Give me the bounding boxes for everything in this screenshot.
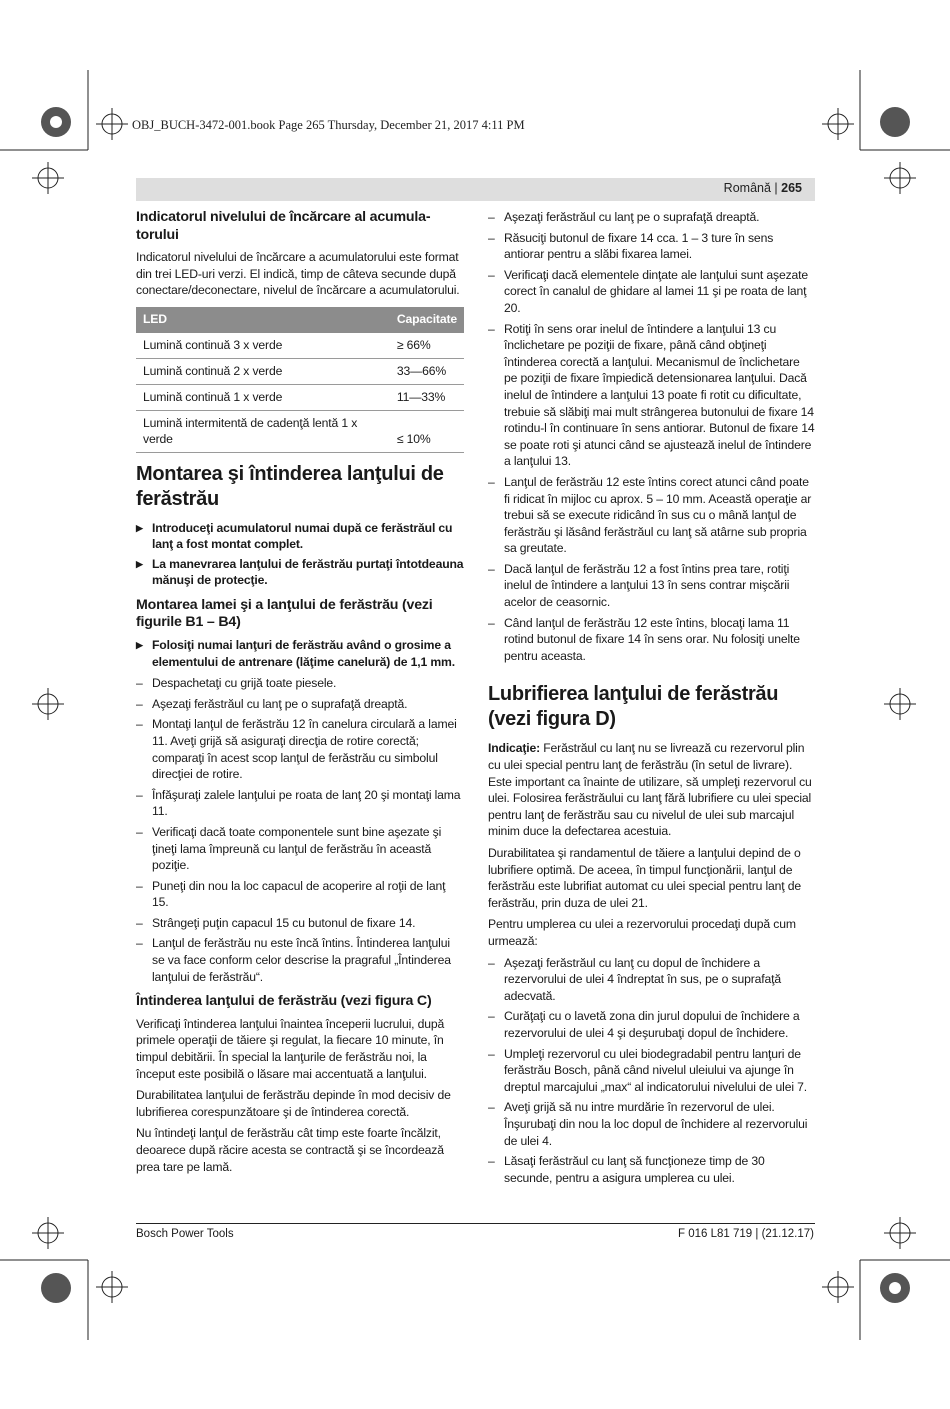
table-cell-capacity: 11—33% [390,384,464,410]
section-title-lubrication: Lubrifierea lanţului de ferăstrău (vezi figura D) [488,683,779,731]
header-separator: | [774,181,778,195]
page-number: 265 [781,181,802,195]
tensioning-steps [488,209,815,664]
table-row [136,410,464,452]
safety-warnings [136,520,464,589]
section-title-charge-indicator: Indicatorul nivelului de încărcare al acumula- torului [136,209,431,243]
right-column [488,209,815,1191]
left-column [136,209,464,1180]
paragraph: Durabilitatea lanţului de ferăstrău depinde în mod decisiv de lubrifierea corespunzătoare şi de întinderea corectă. [136,1088,451,1119]
table-row [136,333,464,359]
led-capacity-table [136,307,464,453]
list-item: – Înfăşuraţi zalele lanţului pe roata de lanţ 20 şi montaţi lama 11. [136,787,464,820]
list-item: – Aşezaţi ferăstrăul cu lanţ pe o suprafaţă dreaptă. [136,696,464,713]
table-cell-capacity: 33—66% [390,358,464,384]
warning-item: ▶ Folosiţi numai lanţuri de ferăstrău având o grosime a elementului de antrenare (lăţime canelură) de 1,1 mm. [136,637,464,670]
table-header-row [136,307,464,333]
list-item: – Puneţi din nou la loc capacul de acoperire al roţii de lanţ 15. [136,878,464,911]
warning-item: ▶ Introduceţi acumulatorul numai după ce ferăstrăul cu lanţ a fost montat complet. [136,520,464,553]
paragraph: Verificaţi întinderea lanţului înaintea începerii lucrului, după primele operaţii de tăiere şi regulat, la fiecare 10 minute, în timpul debitării. În special la lanţurile de ferăstrău noi, la început este posibilă o lăsare mai accentuată a lanţului. [136,1016,445,1081]
list-item: – Lăsaţi ferăstrăul cu lanţ să funcţioneze timp de 30 secunde, pentru a asigura umplerea cu ulei. [488,1153,815,1186]
chain-warning [136,637,464,670]
paragraph: Pentru umplerea cu ulei a rezervorului procedaţi după cum urmează: [488,917,796,948]
note-label: Indicaţie: [488,741,540,756]
page-header-band [136,178,815,201]
footer-rule [136,1223,815,1224]
list-item: – Rotiţi în sens orar inelul de întindere a lanţului 13 cu înclichetare pe poziţii de fixare, până când obţineţi întinderea corectă a lanţului. Mecanismul de înclichetare pe poziţii de fixare împiedică detensionarea lanţului. Dacă inelul de întindere a lanţului 13 poate fi rotit cu dificultate, trebuie să slăbiţi mai mult strângerea butonului de fixare 14 rotindu-l în continuare în sens antiorar. Butonul de fixare 14 se poate roti şi atunci când se ajustează inelul de întindere a lanţului 13. [488,321,815,470]
table-cell-led: Lumină continuă 2 x verde [136,358,390,384]
table-cell-led: Lumină intermitentă de cadenţă lentă 1 x verde [136,410,390,452]
warning-item: ▶ La manevrarea lanţului de ferăstrău purtaţi întotdeauna mănuşi de protecţie. [136,556,464,589]
table-header-led: LED [136,307,390,333]
list-item: – Lanţul de ferăstrău 12 este întins corect atunci când poate fi ridicat în mijloc cu aprox. 5 – 10 mm. Această operaţie ar trebui să se execute ridicând în sus cu o mână lanţul de ferăstrău şi lăsând ferăstrăul cu lanţ să atârne sub propria sa greutate. [488,474,815,557]
list-item: – Dacă lanţul de ferăstrău 12 a fost întins prea tare, rotiţi inelul de întindere a lanţului 13 în sens contrar mişcării acelor de ceasornic. [488,561,815,611]
table-cell-led: Lumină continuă 1 x verde [136,384,390,410]
charge-indicator-text: Indicatorul nivelului de încărcare a acumulatorului este format din trei LED-uri verzi. El indică, timp de câteva secunde după conectare/deconectare, nivelul de încărcare a acumulatorului. [136,250,460,298]
table-header-capacity: Capacitate [390,307,464,333]
list-item: – Când lanţul de ferăstrău 12 este întins, blocaţi lama 11 rotind butonul de fixare 14 în sens orar. Nu folosiţi unelte pentru aceasta. [488,615,815,665]
list-item: – Despachetaţi cu grijă toate piesele. [136,675,464,692]
list-item: – Aveţi grijă să nu intre murdărie în rezervorul de ulei. Înşurubaţi din nou la loc dopul de închidere al rezervorului de ulei 4. [488,1099,815,1149]
table-cell-led: Lumină continuă 3 x verde [136,333,390,359]
list-item: – Umpleţi rezervorul cu ulei biodegradabil pentru lanţuri de ferăstrău Bosch, până când nivelul uleiului va ajunge în dreptul marcajului „max“ al indicatorului nivelului de ulei 7. [488,1046,815,1096]
table-cell-capacity: ≥ 66% [390,333,464,359]
footer-brand: Bosch Power Tools [136,1228,234,1240]
oil-fill-steps [488,955,815,1187]
section-title-mounting: Montarea şi întinderea lanţului de ferăstrău [136,462,444,510]
table-row [136,384,464,410]
mounting-steps [136,675,464,985]
section-title-tensioning: Întinderea lanţului de ferăstrău (vezi figura C) [136,993,432,1010]
header-language: Română [723,181,771,195]
list-item: – Aşezaţi ferăstrăul cu lanţ pe o suprafaţă dreaptă. [488,209,815,226]
paragraph: Durabilitatea şi randamentul de tăiere a lanţului depind de o lubrifiere optimă. De aceea, în timpul funcţionării, lanţul de ferăstrău este lubrifiat automat cu ulei special pentru lanţ de ferăstrău, prin duza de ulei 21. [488,846,802,910]
print-slug: OBJ_BUCH-3472-001.book Page 265 Thursday, December 21, 2017 4:11 PM [132,118,525,132]
list-item: – Lanţul de ferăstrău nu este încă întins. Întinderea lanţului se va face conform celor descrise la pragraful „Întinderea lanţului de ferăstrău“. [136,935,464,985]
section-title-blade-chain: Montarea lamei şi a lanţului de ferăstrău (vezi figurile B1 – B4) [136,596,433,631]
note-paragraph [488,740,815,840]
list-item: – Verificaţi dacă elementele dinţate ale lanţului sunt aşezate corect în canalul de ghidare al lamei 11 şi pe roata de lanţ 20. [488,267,815,317]
table-row [136,358,464,384]
list-item: – Strângeţi puţin capacul 15 cu butonul de fixare 14. [136,915,464,932]
list-item: – Curăţaţi cu o lavetă zona din jurul dopului de închidere a rezervorului de ulei 4 şi deşurubaţi dopul de închidere. [488,1008,815,1041]
list-item: – Aşezaţi ferăstrăul cu lanţ cu dopul de închidere a rezervorului de ulei 4 îndreptat în sus, pe o suprafaţă adecvată. [488,955,815,1005]
list-item: – Răsuciţi butonul de fixare 14 cca. 1 – 3 ture în sens antiorar pentru a slăbi fixarea lamei. [488,230,815,263]
paragraph: Nu întindeţi lanţul de ferăstrău cât timp este foarte încălzit, deoarece după răcire acesta se contractă şi se încordează prea tare pe lamă. [136,1126,444,1174]
list-item: – Montaţi lanţul de ferăstrău 12 în canelura circulară a lamei 11. Aveţi grijă să asiguraţi direcţia de rotire corectă; comparaţi în acest scop lanţul de ferăstrău cu simbolul direcţiei de rotire. [136,716,464,782]
table-cell-capacity: ≤ 10% [390,410,464,452]
note-text: Ferăstrăul cu lanţ nu se livrează cu rezervorul plin cu ulei special pentru lanţ de ferăstrău (în setul de livrare). Este important ca înainte de utilizare, să umpleţi rezervorul cu ulei. Folosirea ferăstrăului cu lanţ fără lubrifiere cu ulei special pentru lanţ de ferăstrău sau cu nivelul de ulei sub marcajul minim duce la defectarea acestuia. [488,741,812,839]
footer-doc-code: F 016 L81 719 | (21.12.17) [678,1228,814,1240]
page-header [724,181,802,195]
list-item: – Verificaţi dacă toate componentele sunt bine aşezate şi ţineţi lama împreună cu lanţul de ferăstrău în această poziţie. [136,824,464,874]
